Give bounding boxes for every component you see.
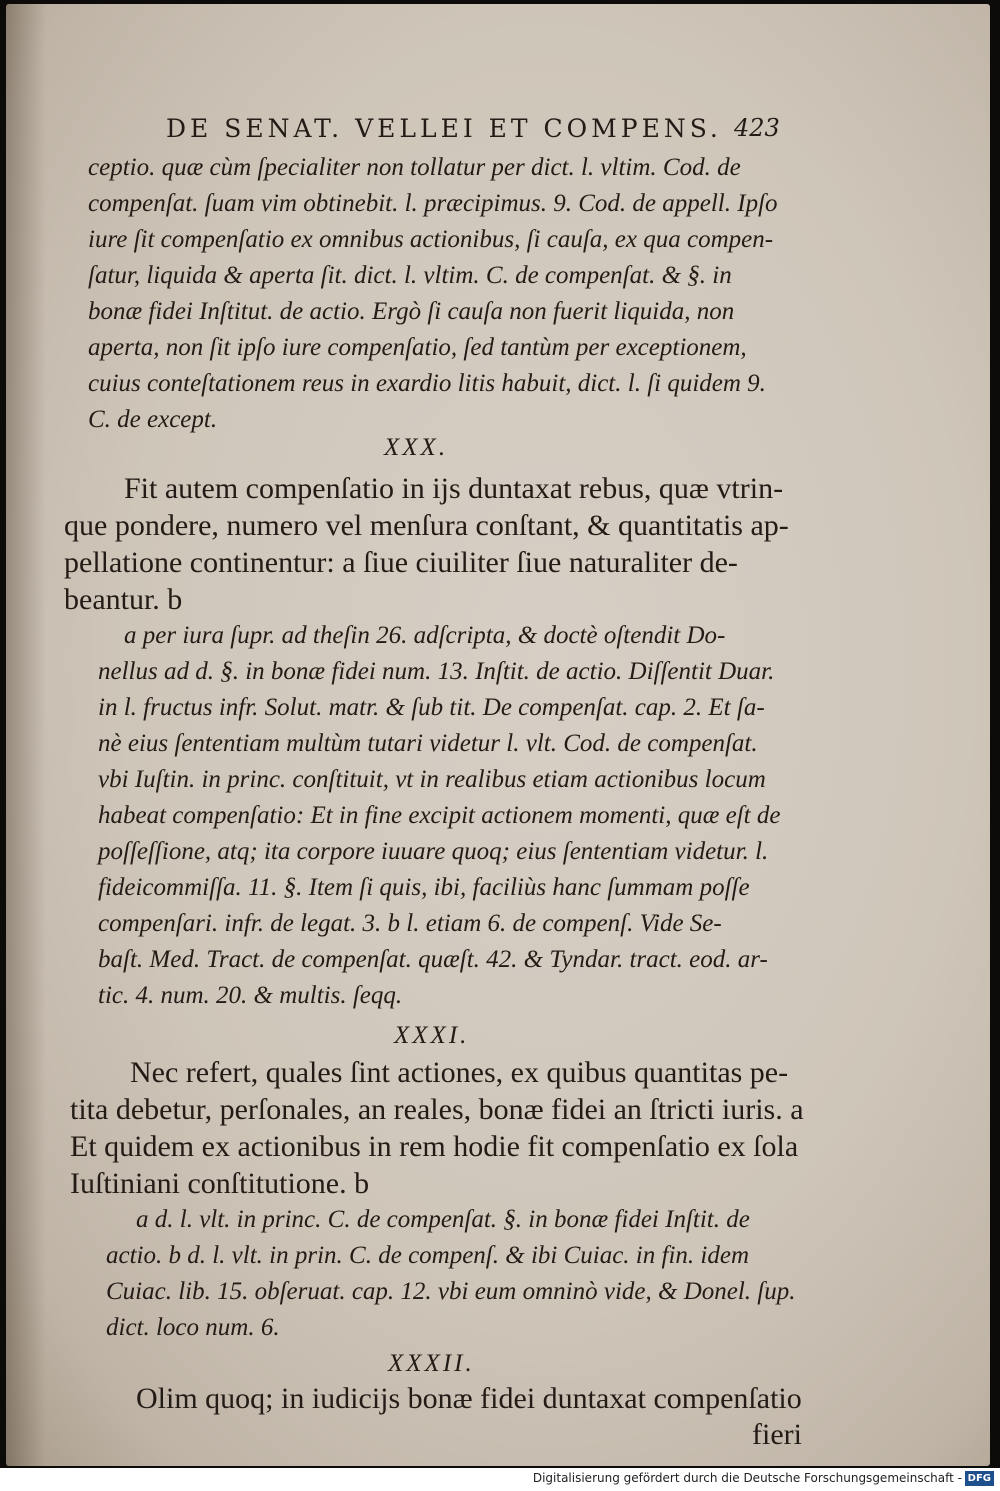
note-line: baſt. Med. Tract. de compenſat. quæſt. 42. & Tyndar. tract. eod. ar- [98,946,768,973]
page-number: 423 [734,114,780,142]
catchword: fieri [752,1418,802,1451]
text-line: bonæ fidei Inſtitut. de actio. Ergò ſi cauſa non fuerit liquida, non [88,298,735,325]
note-line: habeat compenſatio: Et in fine excipit actionem momenti, quæ eſt de [98,802,781,829]
thesis-line: Nec refert, quales ſint actiones, ex quibus quantitas pe- [130,1056,789,1089]
section-number: XXX. [384,434,449,461]
thesis-line: tita debetur, perſonales, an reales, bonæ fidei an ſtricti iuris. a [70,1093,804,1126]
note-line: Cuiac. lib. 15. obſeruat. cap. 12. vbi eum omninò vide, & Donel. ſup. [106,1278,796,1305]
note-line: a d. l. vlt. in princ. C. de compenſat. §. in bonæ fidei Inſtit. de [136,1206,750,1233]
note-line: fideicommiſſa. 11. §. Item ſi quis, ibi, faciliùs hanc ſummam poſſe [98,874,750,901]
digitization-footer [0,1468,1000,1491]
thesis-line: Iuſtiniani conſtitutione. b [70,1167,370,1200]
text-line: compenſat. ſuam vim obtinebit. l. præcipimus. 9. Cod. de appell. Ipſo [88,190,778,217]
note-line: vbi Iuſtin. in princ. conſtituit, vt in realibus etiam actionibus locum [98,766,766,793]
note-line: nè eius ſententiam multùm tutari videtur l. vlt. Cod. de compenſat. [98,730,758,757]
text-line: C. de except. [88,406,218,433]
note-line: nellus ad d. §. in bonæ fidei num. 13. Inſtit. de actio. Diſſentit Duar. [98,658,775,685]
dfg-logo: DFG [965,1471,994,1486]
note-line: actio. b d. l. vlt. in prin. C. de compenſ. & ibi Cuiac. in fin. idem [106,1242,749,1269]
section-number: XXXI. [394,1022,470,1049]
funding-credit: Digitalisierung gefördert durch die Deutsche Forschungsgemeinschaft - [532,1471,962,1485]
thesis-line: pellatione continentur: a ſiue ciuiliter ſiue naturaliter de- [64,546,738,579]
thesis-line: Et quidem ex actionibus in rem hodie fit compenſatio ex ſola [70,1130,799,1163]
note-line: a per iura ſupr. ad theſin 26. adſcripta, & doctè oſtendit Do- [124,622,726,649]
note-line: compenſari. infr. de legat. 3. b l. etiam 6. de compenſ. Vide Se- [98,910,722,937]
book-page [6,4,990,1466]
text-line: aperta, non ſit ipſo iure compenſatio, ſed tantùm per exceptionem, [88,334,747,361]
note-line: dict. loco num. 6. [106,1314,280,1341]
note-line: tic. 4. num. 20. & multis. ſeqq. [98,982,403,1009]
text-line: ſatur, liquida & aperta ſit. dict. l. vltim. C. de compenſat. & §. in [88,262,732,289]
thesis-line: Olim quoq; in iudicijs bonæ fidei duntaxat compenſatio [136,1382,802,1415]
section-number: XXXII. [388,1350,475,1377]
thesis-line: Fit autem compenſatio in ijs duntaxat rebus, quæ vtrin- [124,472,784,505]
text-line: iure ſit compenſatio ex omnibus actionibus, ſi cauſa, ex qua compen- [88,226,774,253]
thesis-line: que pondere, numero vel menſura conſtant, & quantitatis ap- [64,509,789,542]
text-line: ceptio. quæ cùm ſpecialiter non tollatur per dict. l. vltim. Cod. de [88,154,741,181]
note-line: in l. fructus infr. Solut. matr. & ſub tit. De compenſat. cap. 2. Et ſa- [98,694,765,721]
thesis-line: beantur. b [64,583,183,616]
page-gutter-shadow [6,4,46,1466]
note-line: poſſeſſione, atq; ita corpore iuuare quoq; eius ſententiam videtur. l. [98,838,769,865]
running-title: DE SENAT. VELLEI ET COMPENS. [166,114,722,143]
text-line: cuius conteſtationem reus in exardio litis habuit, dict. l. ſi quidem 9. [88,370,766,397]
